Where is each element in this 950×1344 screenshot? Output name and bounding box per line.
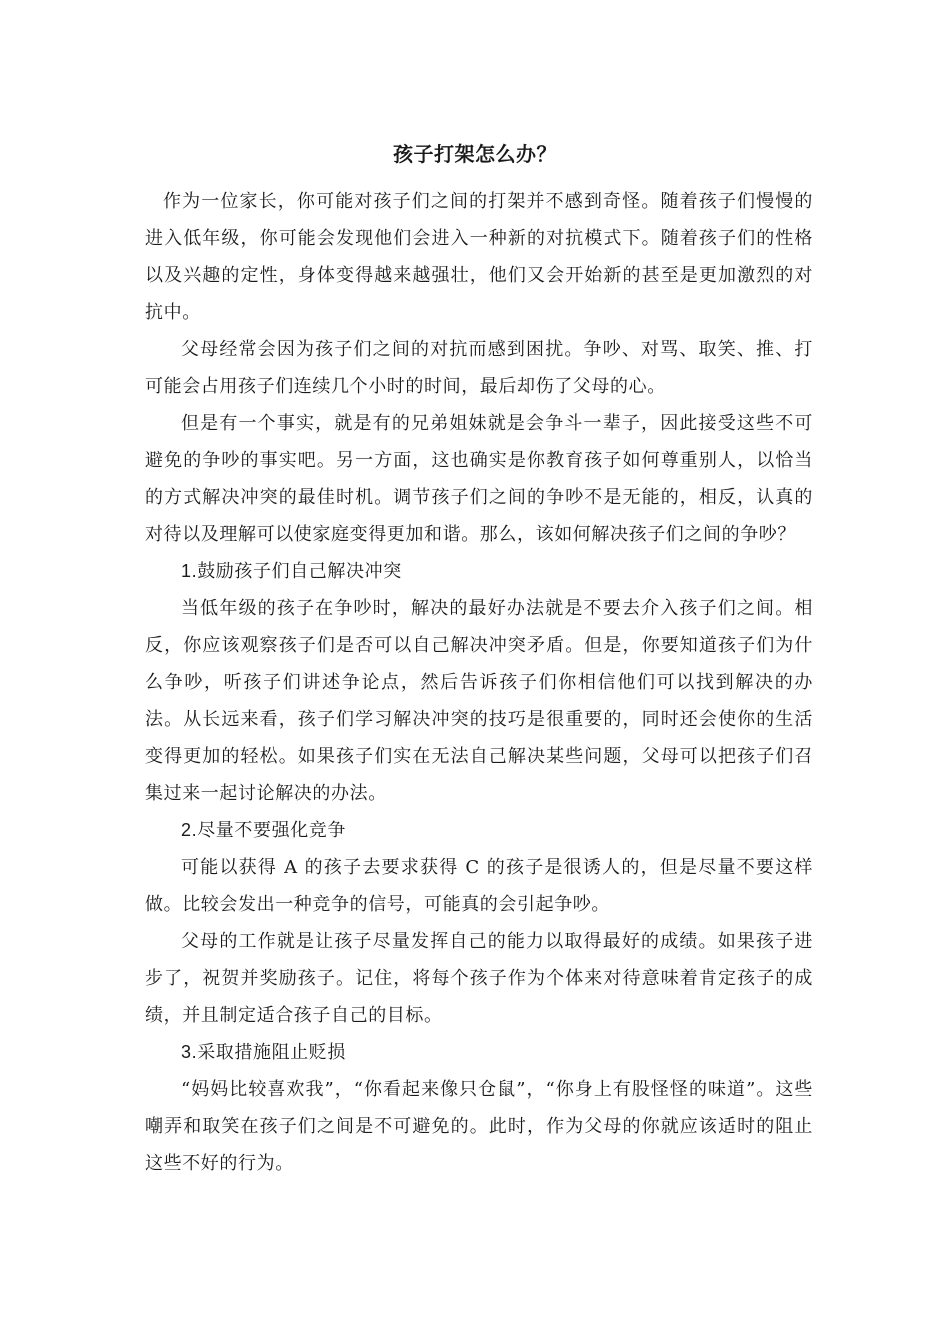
document-title: 孩子打架怎么办？ (393, 142, 557, 166)
section-heading-3: 3.采取措施阻止贬损 (181, 1042, 347, 1062)
paragraph: 父母的工作就是让孩子尽量发挥自己的能力以取得最好的成绩。如果孩子进步了，祝贺并奖励孩子。记住，将每个孩子作为个体来对待意味着肯定孩子的成绩，并且制定适合孩子自己的目标。 (145, 931, 813, 1026)
paragraph: 当低年级的孩子在争吵时，解决的最好办法就是不要去介入孩子们之间。相反，你应该观察孩子们是否可以自己解决冲突矛盾。但是，你要知道孩子们为什么争吵，听孩子们讲述争论点，然后告诉孩子们你相信他们可以找到解决的办法。从长远来看，孩子们学习解决冲突的技巧是很重要的，同时还会使你的生活变得更加的轻松。如果孩子们实在无法自己解决某些问题，父母可以把孩子们召集过来一起讨论解决的办法。 (145, 598, 813, 804)
paragraph: “妈妈比较喜欢我”，“你看起来像只仓鼠”，“你身上有股怪怪的味道”。这些嘲弄和取笑在孩子们之间是不可避免的。此时，作为父母的你就应该适时的阻止这些不好的行为。 (145, 1079, 813, 1174)
document-body (145, 183, 813, 1182)
section-heading-1: 1.鼓励孩子们自己解决冲突 (181, 561, 402, 581)
paragraph: 可能以获得 A 的孩子去要求获得 C 的孩子是很诱人的，但是尽量不要这样做。比较会发出一种竞争的信号，可能真的会引起争吵。 (145, 857, 813, 915)
paragraph: 父母经常会因为孩子们之间的对抗而感到困扰。争吵、对骂、取笑、推、打可能会占用孩子们连续几个小时的时间，最后却伤了父母的心。 (145, 339, 813, 397)
paragraph: 但是有一个事实，就是有的兄弟姐妹就是会争斗一辈子，因此接受这些不可避免的争吵的事实吧。另一方面，这也确实是你教育孩子如何尊重别人，以恰当的方式解决冲突的最佳时机。调节孩子们之间的争吵不是无能的，相反，认真的对待以及理解可以使家庭变得更加和谐。那么，该如何解决孩子们之间的争吵？ (145, 413, 813, 545)
section-heading-2: 2.尽量不要强化竞争 (181, 820, 347, 840)
paragraph-intro: 作为一位家长，你可能对孩子们之间的打架并不感到奇怪。随着孩子们慢慢的进入低年级，你可能会发现他们会进入一种新的对抗模式下。随着孩子们的性格以及兴趣的定性，身体变得越来越强壮，他们又会开始新的甚至是更加激烈的对抗中。 (145, 191, 813, 323)
